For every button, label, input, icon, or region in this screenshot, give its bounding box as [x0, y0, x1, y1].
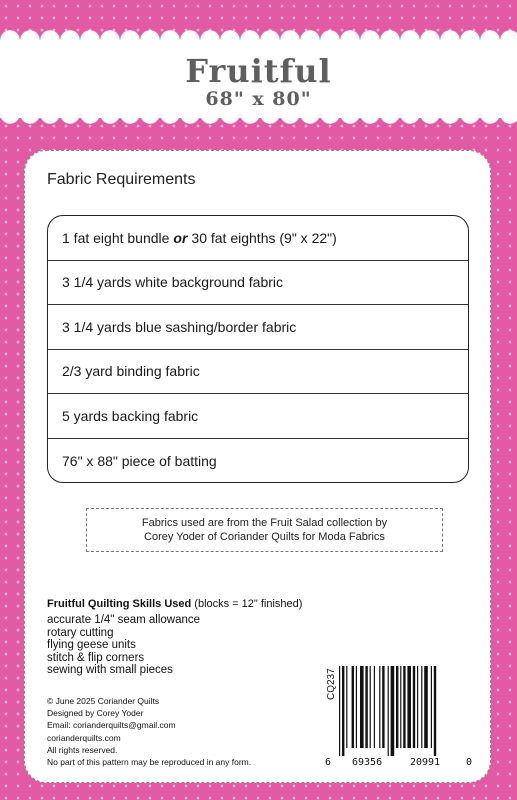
barcode-bar: [388, 666, 389, 756]
requirement-text: 3 1/4 yards white background fabric: [62, 274, 284, 291]
skills-heading-title: Fruitful Quilting Skills Used: [47, 598, 192, 610]
product-sku: CQ237: [326, 668, 337, 700]
requirement-row: [48, 394, 468, 439]
fabric-requirements-heading: Fabric Requirements: [47, 171, 196, 188]
barcode-bar: [339, 666, 340, 756]
barcode-bar: [370, 666, 371, 748]
barcode-bar: [396, 666, 398, 748]
footer-line: All rights reserved.: [47, 744, 118, 755]
barcode-bar: [413, 666, 415, 748]
barcode-bar: [417, 666, 418, 748]
pattern-title: Fruitful: [185, 52, 332, 90]
skills-heading: [47, 598, 302, 610]
barcode-bar: [424, 666, 428, 748]
copyright-footer: [47, 695, 251, 768]
note-line: Fabrics used are from the Fruit Salad collection by: [141, 517, 388, 529]
skills-list: [47, 614, 200, 677]
barcode-bar: [356, 666, 357, 748]
requirement-row: [48, 305, 468, 350]
barcode-bar: [431, 666, 432, 748]
requirement-row: [48, 439, 468, 484]
requirement-row: [48, 216, 468, 261]
barcode-digits-right: 20991: [410, 757, 441, 768]
requirement-text: 1 fat eight bundle: [62, 229, 170, 246]
requirement-text: 30 fat eighths (9" x 22"): [191, 229, 337, 246]
barcode-bar: [400, 666, 401, 748]
barcode-bar: [346, 666, 347, 748]
barcode-digits-left: 69356: [352, 757, 383, 768]
footer-line: corianderquilts.com: [47, 732, 121, 743]
barcode-image: [337, 666, 467, 756]
barcode-bar: [342, 666, 344, 756]
skill-item: stitch & flip corners: [47, 651, 145, 664]
barcode-bar: [403, 666, 405, 748]
barcode-bar: [391, 666, 395, 756]
footer-line: No part of this pattern may be reproduced in any form.: [47, 757, 252, 768]
barcode-bar: [360, 666, 364, 748]
banner-scallop-bottom: [0, 110, 517, 124]
skill-item: sewing with small pieces: [47, 664, 173, 677]
skills-heading-note: (blocks = 12" finished): [194, 598, 303, 610]
barcode-digit-first: 6: [325, 757, 332, 768]
requirements-table: [47, 215, 469, 483]
barcode-bar: [382, 666, 384, 748]
barcode-bar: [365, 666, 367, 748]
footer-line: © June 2025 Coriander Quilts: [47, 696, 160, 706]
requirement-text: 2/3 yard binding fabric: [62, 363, 200, 380]
barcode-bar: [434, 666, 436, 756]
barcode-bar: [421, 666, 422, 748]
requirement-text: 76" x 88" piece of batting: [62, 452, 217, 469]
barcode-bar: [407, 666, 411, 748]
requirement-text: 5 yards backing fabric: [62, 407, 199, 424]
barcode-bar: [352, 666, 354, 748]
footer-line: Designed by Corey Yoder: [47, 708, 144, 719]
barcode-digit-last: 0: [466, 757, 473, 768]
barcode-bar: [374, 666, 375, 748]
skill-item: flying geese units: [47, 639, 136, 652]
requirement-text: 3 1/4 yards blue sashing/border fabric: [62, 318, 297, 335]
fabric-collection-note: [86, 508, 443, 552]
skill-item: accurate 1/4" seam allowance: [47, 614, 201, 626]
requirement-row: [48, 350, 468, 395]
requirement-or: or: [173, 229, 188, 246]
quilt-size: 68" x 80": [205, 88, 312, 110]
footer-line: Email: corianderquilts@gmail.com: [47, 720, 176, 731]
skill-item: rotary cutting: [47, 626, 114, 639]
note-line: Corey Yoder of Coriander Quilts for Moda Fabrics: [144, 531, 385, 543]
barcode-bar: [379, 666, 380, 748]
requirement-row: [48, 261, 468, 306]
